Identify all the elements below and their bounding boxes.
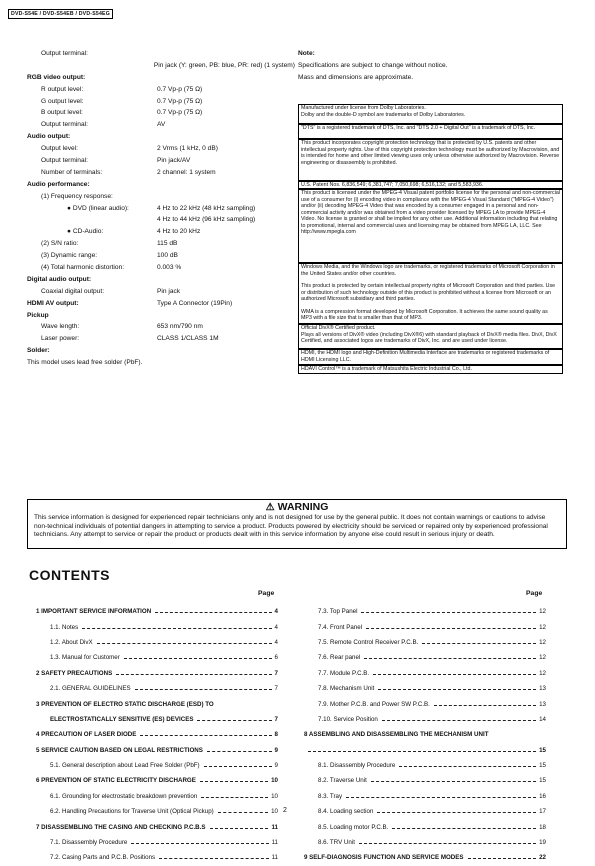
spec-row [27,203,297,215]
toc-leader [197,720,271,721]
toc-entry-page: 12 [539,669,546,677]
spec-value: 2 channel: 1 system [157,168,216,176]
toc-entry-page: 7 [274,715,278,723]
trademark-text: Plays all versions of DivX® video (including DivX®6) with standard playback of DivX® media files. DivX, DivX Certified, and associated logos are trademarks of DivX, Inc. and are used under license. [301,331,557,344]
toc-entry-title: 1.1. Notes [50,623,79,631]
spec-row [27,155,297,167]
spec-value: 0.7 Vp-p (75 Ω) [157,85,203,93]
spec-label: G output level: [41,97,84,105]
trademark-box [298,365,563,374]
toc-entry-title: 7.2. Casing Parts and P.C.B. Positions [50,854,156,862]
toc-entry[interactable] [36,819,278,834]
spec-value: Type A Connector (19Pin) [157,299,233,307]
spec-label: Wave length: [41,323,80,331]
toc-entry-page: 15 [539,777,546,785]
toc-entry[interactable] [304,635,546,650]
toc-entry[interactable] [304,650,546,665]
trademark-text: U.S. Patent Nos. 6,836,549; 6,381,747; 7,050,698; 6,516,132; and 5,583,936. [301,182,484,188]
specifications-list [27,48,297,369]
toc-leader [308,751,536,752]
spec-value: 0.7 Vp-p (75 Ω) [157,97,203,105]
spec-label: This model uses lead free solder (PbF). [27,359,143,367]
spec-label: Coaxial digital output: [41,287,105,295]
toc-entry-title: 8.6. TRV Unit [318,839,355,847]
toc-leader [140,735,271,736]
spec-label: B output level: [41,109,83,117]
note-line: Specifications are subject to change without notice. [298,61,448,69]
spec-row [27,321,297,333]
spec-value: 100 dB [157,252,178,260]
toc-entry[interactable] [36,850,278,865]
spec-row [27,286,297,298]
trademark-text: This product is licensed under the MPEG-4 Visual patent portfolio license for the personal and non-commercial use of a consumer for (i) encoding video in compliance with the MPEG-4 Visual Standard ("MPEG-4 Video") and/or (ii) decoding MPEG-4 Video that was encoded by a consumer engaged in a personal and non-commercial activity and/or was obtained from a video provider licensed by MPEG LA to provide MPEG-4 Video. No license is granted or shall be implied for any other use. Additional information including that relating to promotional, internal and commercial uses and licensing may be obtained from MPEG LA, LLC. See http://www.mpegla.com [301,190,560,235]
toc-entry[interactable] [36,650,278,665]
toc-entry[interactable] [304,773,546,788]
toc-entry-title: 6.2. Handling Precautions for Traverse Unit (Optical Pickup) [50,808,214,816]
toc-entry[interactable] [36,666,278,681]
toc-entry-title: 8.4. Loading section [318,808,374,816]
toc-entry-page: 12 [539,638,546,646]
toc-leader [377,812,536,813]
toc-leader [364,658,536,659]
toc-entry-page: 13 [539,700,546,708]
toc-entry-page: 15 [539,762,546,770]
spec-row [27,107,297,119]
toc-entry[interactable] [36,635,278,650]
toc-entry[interactable] [304,758,546,773]
toc-entry[interactable] [304,681,546,696]
spec-label: Output terminal: [41,157,88,165]
warning-title-text: WARNING [277,501,329,513]
trademark-text: Official DivX® Certified product. [301,325,376,331]
toc-entry[interactable] [304,666,546,681]
toc-leader [468,858,537,859]
toc-entry-page: 11 [271,839,278,847]
spec-label: Solder: [27,347,50,355]
spec-row [27,214,297,226]
spec-value: 4 Hz to 20 kHz [157,228,201,236]
toc-entry[interactable] [304,743,546,758]
toc-entry-title: 3 PREVENTION OF ELECTRO STATIC DISCHARGE (ESD) TO [36,700,214,708]
toc-leader [97,643,272,644]
toc-entry-title: 8.5. Loading motor P.C.B. [318,823,389,831]
toc-entry[interactable] [304,835,546,850]
trademark-box [298,139,563,181]
note-section [298,48,563,84]
spec-value: Pin jack [157,287,181,295]
warning-triangle-icon: ⚠ [265,502,275,513]
spec-value: 115 dB [157,240,178,248]
toc-entry[interactable] [36,773,278,788]
toc-entry-page: 17 [539,808,546,816]
page-number: 2 [283,807,287,814]
toc-entry[interactable] [36,712,278,727]
spec-label: Audio output: [27,133,71,141]
spec-row [27,262,297,274]
trademark-box [298,324,563,349]
toc-right-column [304,604,546,866]
toc-entry-page: 11 [271,823,278,831]
toc-entry[interactable] [36,604,278,619]
toc-entry-page: 4 [274,623,278,631]
toc-leader [124,658,272,659]
spec-row [27,310,297,322]
toc-entry-title: 7.4. Front Panel [318,623,363,631]
toc-entry-title: 1 IMPORTANT SERVICE INFORMATION [36,608,152,616]
toc-entry-page: 19 [539,839,546,847]
toc-entry-page: 7 [274,669,278,677]
toc-entry-title: 1.3. Manual for Customer [50,654,120,662]
spec-row [27,84,297,96]
toc-leader [434,705,536,706]
toc-entry-title: 7.6. Rear panel [318,654,361,662]
trademark-text: This product is protected by certain intellectual property rights of Microsoft Corporation and third parties. Use or distribution of such technology outside of this product is prohibited without a license from Microsoft or an authorized Microsoft subsidiary and third parties. [301,283,556,302]
warning-box [27,499,567,549]
toc-entry-title: 2 SAFETY PRECAUTIONS [36,669,113,677]
toc-leader [135,689,272,690]
toc-leader [382,720,536,721]
spec-value: 0.003 % [157,264,182,272]
toc-entry-title: 8.2. Traverse Unit [318,777,367,785]
toc-leader [200,781,268,782]
toc-entry[interactable] [304,696,546,711]
spec-value: 4 Hz to 44 kHz (96 kHz sampling) [157,216,256,224]
trademark-box [298,104,563,124]
trademark-text: This product incorporates copyright protection technology that is protected by U.S. patents and other intellectual property rights. Use of this copyright protection technology must be authorized by Macrovision, and is intended for home and other limited viewing uses only unless otherwise authorized by Macrovision. Reverse engineering or disassembly is prohibited. [301,140,560,166]
toc-leader [210,828,269,829]
trademark-box [298,181,563,189]
toc-entry-title: 2.1. GENERAL GUIDELINES [50,685,131,693]
spec-row [27,143,297,155]
toc-leader [378,689,536,690]
toc-entry-page: 4 [274,638,278,646]
toc-leader [155,612,271,613]
contents-page-label-left: Page [258,590,275,597]
toc-entry-page: 10 [271,808,278,816]
toc-entry-page: 12 [539,654,546,662]
toc-entry-page: 18 [539,823,546,831]
spec-label: Number of terminals: [41,168,103,176]
toc-entry[interactable] [304,819,546,834]
toc-entry[interactable] [304,619,546,634]
toc-entry-title: 8.3. Tray [318,792,343,800]
spec-row [27,274,297,286]
toc-entry-title: 9 SELF-DIAGNOSIS FUNCTION AND SERVICE MODES [304,854,464,862]
toc-leader [361,612,536,613]
toc-leader [159,858,268,859]
toc-entry-title: 8 ASSEMBLING AND DISASSEMBLING THE MECHANISM UNIT [304,731,489,739]
toc-entry-page: 22 [539,854,546,862]
model-header-tag: DVD-S54E / DVD-S54EB / DVD-S54EG [8,9,113,19]
toc-entry-title: 7.10. Service Position [318,715,378,723]
spec-label: ● DVD (linear audio): [67,204,129,212]
spec-label: ● CD-Audio: [67,228,104,236]
toc-entry-page: 12 [539,623,546,631]
toc-entry[interactable] [304,804,546,819]
toc-leader [204,766,272,767]
toc-leader [116,674,271,675]
toc-entry-title: 7.8. Mechanism Unit [318,685,375,693]
toc-entry-title: 6 PREVENTION OF STATIC ELECTRICITY DISCHARGE [36,777,196,785]
spec-row [27,345,297,357]
toc-leader [218,812,268,813]
toc-entry-title: 8.1. Disassembly Procedure [318,762,396,770]
trademark-text: HDMI, the HDMI logo and High-Definition Multimedia Interface are trademarks or registered trademarks of HDMI Licensing LLC. [301,350,550,363]
spec-row [27,72,297,84]
spec-row [27,226,297,238]
spec-label: HDMI AV output: [27,299,79,307]
toc-entry[interactable] [36,804,278,819]
toc-entry-title: 4 PRECAUTION OF LASER DIODE [36,731,137,739]
spec-value: Pin jack (Y: green, PB: blue, PR: red) (1 system) [153,61,295,69]
toc-entry[interactable] [304,712,546,727]
spec-row [27,250,297,262]
toc-entry-title: 7.7. Module P.C.B. [318,669,370,677]
toc-entry-page: 9 [274,762,278,770]
toc-entry-page: 4 [274,608,278,616]
toc-entry[interactable] [304,604,546,619]
toc-leader [371,781,536,782]
spec-row [27,238,297,250]
toc-leader [373,674,536,675]
toc-entry-title: 7.1. Disassembly Procedure [50,839,128,847]
spec-value: 653 nm/790 nm [157,323,203,331]
trademark-box [298,124,563,139]
trademark-text: Manufactured under license from Dolby Laboratories. [301,105,426,111]
toc-leader [399,766,536,767]
toc-entry-page: 15 [539,746,546,754]
trademark-box [298,263,563,324]
contents-page-label-right: Page [526,590,543,597]
spec-label: (4) Total harmonic distortion: [41,264,125,272]
toc-entry-page: 13 [539,685,546,693]
spec-row [27,119,297,131]
toc-entry[interactable] [304,727,546,742]
spec-label: Output terminal: [41,50,88,57]
spec-value: Pin jack/AV [157,157,191,165]
toc-entry-page: 14 [539,715,546,723]
toc-entry-page: 6 [274,654,278,662]
spec-value: CLASS 1/CLASS 1M [157,335,219,343]
spec-row [27,60,297,72]
warning-body: This service information is designed for experienced repair technicians only and is not designed for use by the general public. It does not contain warnings or cautions to advise non-technical individuals of potential dangers in attempting to service a product. Products powered by electricity should be serviced or repaired only by experienced professional technicians. Any attempt to service or repair the product or products dealt with in this service information by anyone else could result in serious injury or death. [34,514,548,539]
spec-value: 4 Hz to 22 kHz (48 kHz sampling) [157,204,256,212]
note-line: Mass and dimensions are approximate. [298,73,414,81]
toc-entry-page: 10 [271,792,278,800]
spec-row [27,357,297,369]
toc-entry-title: 5 SERVICE CAUTION BASED ON LEGAL RESTRICTIONS [36,746,203,754]
toc-entry-page: 7 [274,685,278,693]
spec-label: Output level: [41,145,79,153]
note-title: Note: [298,50,315,57]
spec-label: Laser power: [41,335,80,343]
toc-leader [422,643,536,644]
spec-label: (1) Frequency response: [41,192,113,200]
spec-label: Output terminal: [41,121,88,129]
spec-row [27,298,297,310]
spec-label: Digital audio output: [27,275,92,283]
spec-value: AV [157,121,166,129]
toc-entry-page: 11 [271,854,278,862]
toc-entry[interactable] [36,835,278,850]
toc-leader [366,628,536,629]
spec-label: Pickup [27,311,49,319]
contents-title: CONTENTS [29,567,110,583]
spec-value: 0.7 Vp-p (75 Ω) [157,109,203,117]
toc-entry-title: ELECTROSTATICALLY SENSITIVE (ES) DEVICES [50,715,194,723]
toc-entry[interactable] [36,743,278,758]
trademark-text: Dolby and the double-D symbol are trademarks of Dolby Laboratories. [301,111,466,118]
spec-label: (2) S/N ratio: [41,240,79,248]
spec-label: RGB video output: [27,73,86,81]
toc-entry[interactable] [36,727,278,742]
toc-entry-page: 8 [274,731,278,739]
toc-entry[interactable] [36,789,278,804]
spec-label: (3) Dynamic range: [41,252,98,260]
toc-entry-title: 6.1. Grounding for electrostatic breakdown prevention [50,792,198,800]
spec-row [27,179,297,191]
toc-entry[interactable] [304,850,546,865]
toc-leader [359,843,536,844]
toc-entry-page: 12 [539,608,546,616]
spec-row [27,96,297,108]
toc-entry[interactable] [36,758,278,773]
toc-entry-title: 1.2. About DivX [50,638,93,646]
spec-row [27,191,297,203]
toc-entry-title: 7.9. Mother P.C.B. and Power SW P.C.B. [318,700,430,708]
toc-left-column [36,604,278,866]
toc-entry[interactable] [36,696,278,711]
spec-row [27,333,297,345]
toc-leader [392,828,536,829]
warning-title [28,501,566,514]
toc-entry-title: 7.5. Remote Control Receiver P.C.B. [318,638,419,646]
spec-row [27,131,297,143]
toc-entry-page: 10 [271,777,278,785]
spec-label: R output level: [41,85,84,93]
toc-entry[interactable] [304,789,546,804]
toc-entry-page: 9 [274,746,278,754]
spec-value: 2 Vrms (1 kHz, 0 dB) [157,145,218,153]
toc-entry-page: 16 [539,792,546,800]
toc-leader [131,843,268,844]
spec-row [27,167,297,179]
toc-entry[interactable] [36,681,278,696]
trademark-box [298,349,563,365]
spec-label: Audio performance: [27,180,90,188]
trademark-box [298,189,563,263]
trademark-text: Windows Media, and the Windows logo are trademarks, or registered trademarks of Microsoft Corporation in the United States and/or other countries. [301,264,555,277]
toc-leader [201,797,268,798]
trademark-text: "DTS" is a registered trademark of DTS, Inc. and "DTS 2.0 + Digital Out" is a trademark of DTS, Inc. [301,125,536,131]
trademark-text: HDAVI Control™ is a trademark of Matsushita Electric Industrial Co., Ltd. [301,366,472,372]
toc-leader [82,628,271,629]
toc-entry-title: 5.1. General description about Lead Free Solder (PbF) [50,762,200,770]
toc-leader [207,751,272,752]
trademark-text: WMA is a compression format developed by Microsoft Corporation. It achieves the same sound quality as MP3 with a file size that is smaller than that of MP3. [301,308,548,321]
toc-leader [346,797,536,798]
toc-entry-title: 7 DISASSEMBLING THE CASING AND CHECKING P.C.B.S [36,823,206,831]
spec-row [27,48,297,60]
toc-entry[interactable] [36,619,278,634]
toc-entry-title: 7.3. Top Panel [318,608,358,616]
